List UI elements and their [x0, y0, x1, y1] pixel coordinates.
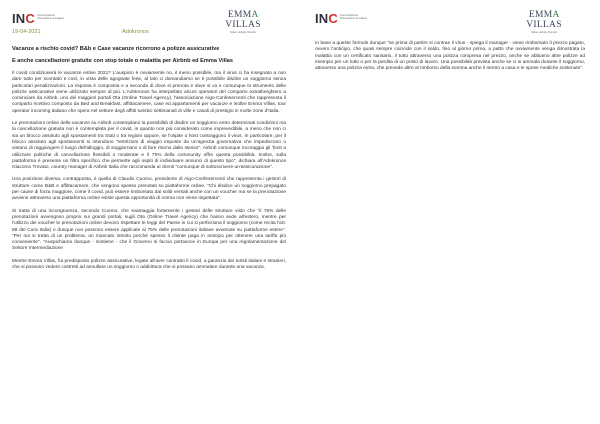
- inc-logo-subtitle: Comunicazione Informazione Immagine: [37, 14, 65, 21]
- inc-logo: INC Comunicazione Informazione Immagine: [315, 12, 370, 26]
- emma-villas-logo: EMMA VILLAS Italian Holiday Rentals: [216, 10, 270, 34]
- article-title: Vacanze a rischio covid? B&b e Case vacanze ricorrono a polizze assicurative: [12, 46, 220, 52]
- emma-villas-logo-subtitle: Italian Holiday Rentals: [531, 30, 557, 34]
- paragraph: Il covid condizionerà le vacanze estive 2021? L'auspicio è ovviamente no, il meno possibile, ma il virus ci ha insegnato a non dare tutto per scontato e così, in vista delle agognate ferie, al lato ci domandiamo se è possibile disdire un soggiorno senza particolari penalizzazioni. La risposta è composita e a seconda di dove si prenota e dove si va e comunque lo strumento delle polizze assicurative viene utilizzato sempre di più. L'Adnkronos ha interpellato alcuni operatori del comparto extralberghiero a cominciare da Airbnb, uno dei maggiori portali Ota (Online Travel Agency), l'associazione Aigo-Confesercenti che rappresenta il comparto ricettivo composto da Bed and Breakfast, affittacamere, case ed appartamenti per vacanze e inoltre Emma Villas, tour operator incoming italiano che opera nel settore degli affitti turistici settimanali di ville e casali di prestigio in molte zone d'Italia.: [12, 71, 286, 114]
- emma-villas-logo-subtitle: Italian Holiday Rentals: [230, 30, 256, 34]
- paragraph: Una posizione diversa, contrapposta, è quella di Claudio Cuomo, presidente di Aigo-Confesercenti che rappresenta i gestori di strutture come B&B e affittacamere, che vengono spesso prenotati su piattaforme online. "Chi disdice un soggiorno prepagato per cause di forza maggiore, come il covid, può essere rimborsato dai soldi versati anche con un voucher ma se la prenotazione avviene attraverso una piattaforma online esiste questa opportunità di norma non viene rispettata".: [12, 177, 286, 202]
- document-page-2: [300, 0, 600, 424]
- paragraph: In base a queste formule dunque "se prima di partire si contrae il virus - spiega il manager - viene rimborsato il prezzo pagato, ovvero l'anticipo, che quasi sempre coincide con il saldo, fino al giorno prima, a patto che ovviamente venga dimostrata la malattia con un certificato sanitario, il tutto attraverso una polizza compresa nel prezzo, anche se abbiamo altre polizze ad esempio per un lutto o per la perdita di un posto di lavoro. Una possibilità prevista anche se ci si ammala durante il soggiorno, attraverso una polizza extra, che prevede altre al rimborso della somma anche il rientro a casa e le spese mediche sostenute".: [315, 41, 585, 72]
- paragraph: Le prenotazioni online delle vacanze su Airbnb contemplano la possibilità di disdire un soggiorno entro determinati condizioni ma la cancellazione gratuita non è contemplata per il covid, in quanto non più considerato come imprevedibile, a meno che non ci sia un blocco assoluto agli spostamenti tra Stati o tra regioni oppure, se l'ospite o host contraggono il virus. In particolare, per il blocco assoluto agli spostamenti si intendono "restrizioni di viaggio imposte da un'agenzia governativa che impediscono o vietano di raggiungere il luogo dell'alloggio, di soggiornarvi o di fare ritorno dallo stesso". Airbnb comunque incoraggia gli 'host a utilizzare politiche di cancellazione flessibili o moderate e il 70% della community offre questa possibilità. Inoltre, sulla piattaforma è presente un filtro specifico che permette agli ospiti di individuare annunci di questo tipo", dichiara all'Adnkronos Giacomo Trovato, country manager di Airbnb Italia che raccomanda ai clienti "comunque di sottoscrivere un'assicurazione".: [12, 121, 286, 171]
- article-source: Adnkronos: [122, 29, 149, 35]
- paragraph: Mentre Emma Villas, ha predisposto polizze assicurative, legate all'aver contratto il covid, a garanzia dei turisti italiani e stranieri, che si possono vedere costretti ad annullare un soggiorno o addirittura che si possano ammalare durante una vacanza.: [12, 258, 286, 271]
- inc-logo: INC Comunicazione Informazione Immagine: [12, 12, 67, 26]
- article-date: 19-04-2021: [12, 29, 41, 35]
- emma-villas-logo: EMMA VILLAS Italian Holiday Rentals: [517, 10, 571, 34]
- paragraph: Si tratta di una incongruenza, secondo Cuomo, che svantaggia fortemente i gestori delle strutture visto che "il 75% delle prenotazioni avvengono proprio sui grandi portali, sugli Ota (Online Travel Agency) che hanno sede all'estero, mentre per l'utilizzo dei voucher le prenotazioni online devono rispettare le leggi del Paese in cui si perfeziona il soggiorno (come recita l'art. 88 del Cura Italia) e dunque non possono essere applicate al 75% delle prenotazioni italiane avvenute su piattaforme estere". "Per noi si tratta di un problema, un mancato introito perché spesso il cliente paga in anticipo per ottenere una tariffa più conveniente". "Auspichiamo dunque - sostiene - che il Governo si faccia portavoce in Europa per una regolamentazione del Settore Intermediazione: [12, 208, 286, 252]
- article-subtitle: E anche cancellazioni gratuite con stop totale o malattia per Airbnb ed Emma Villas: [12, 58, 234, 64]
- article-body-continued: [315, 41, 585, 78]
- article-body: [12, 46, 286, 277]
- inc-logo-subtitle: Comunicazione Informazione Immagine: [340, 14, 368, 21]
